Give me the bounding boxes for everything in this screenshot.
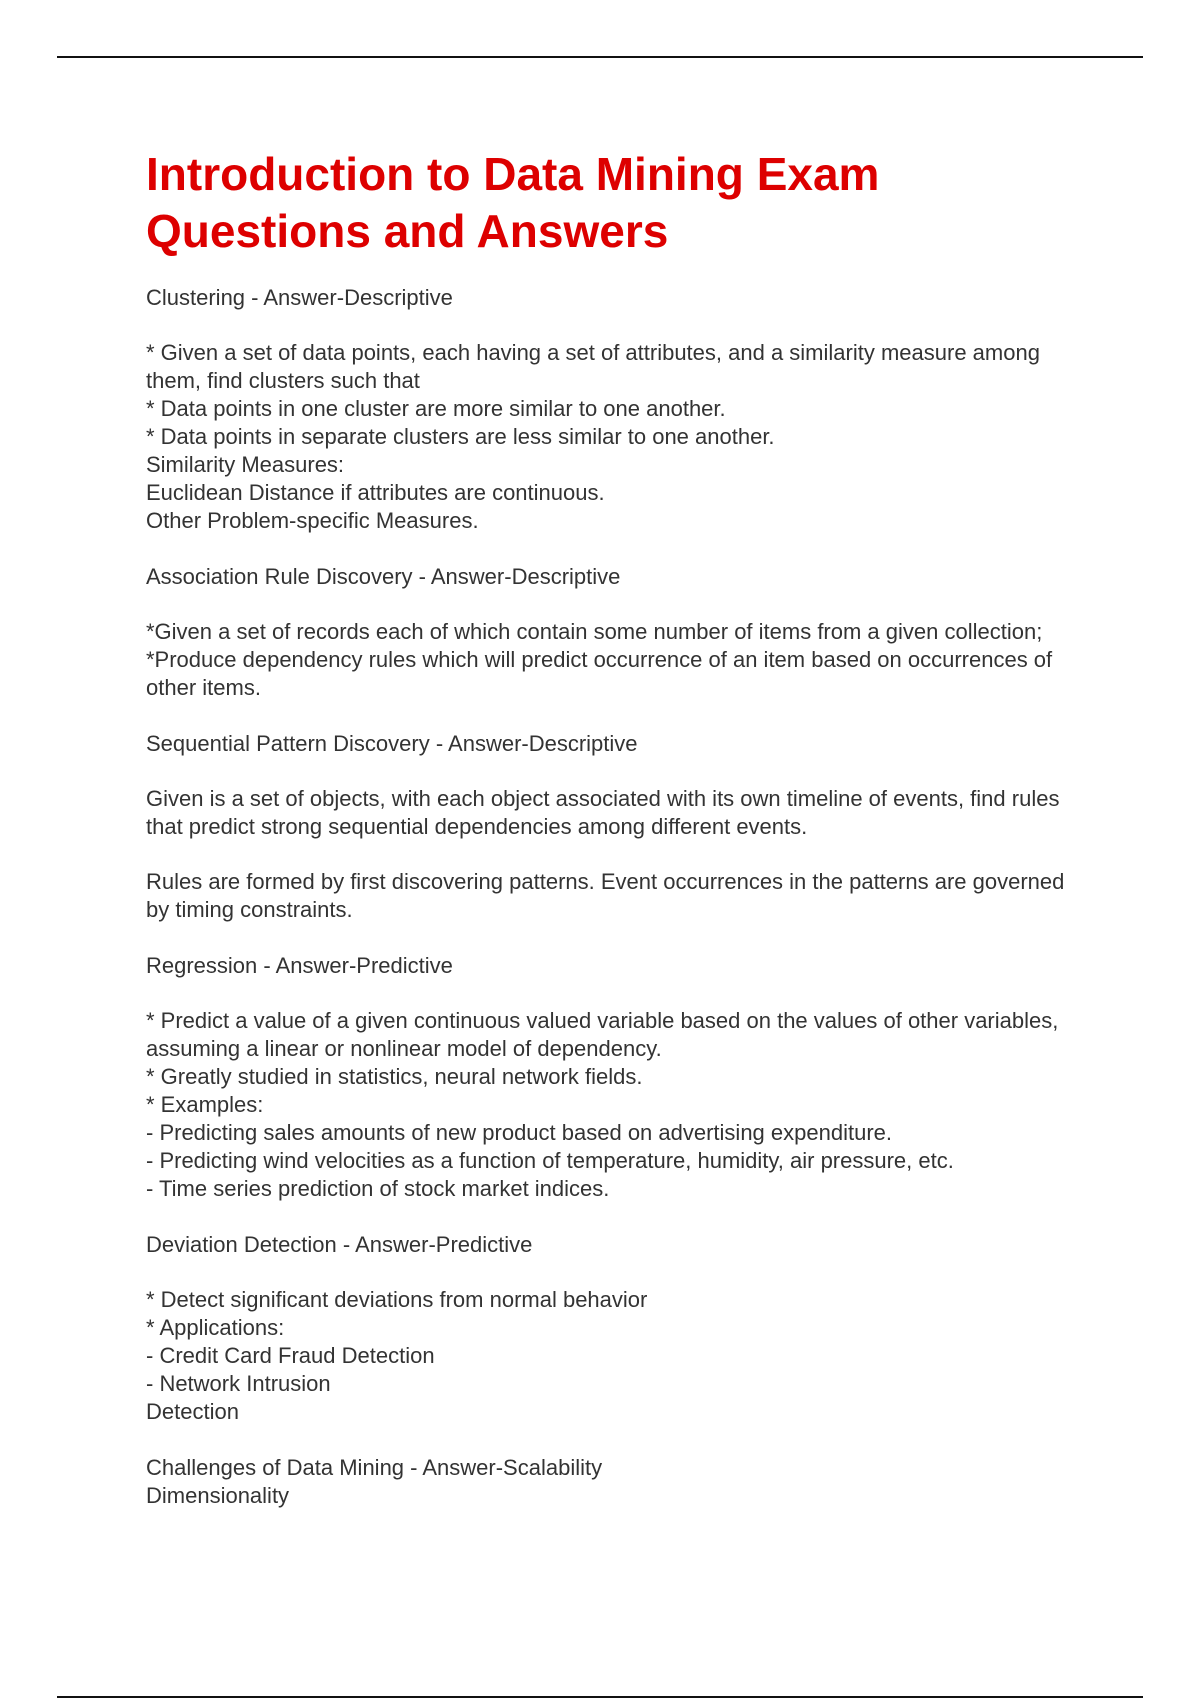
qa-item-association-rule-discovery xyxy=(146,563,1066,702)
answer-paragraph: * Predict a value of a given continuous valued variable based on the values of other variables, assuming a linear or nonlinear model of dependency. * Greatly studied in statistics, neural network fields. * Examples: - Predicting sales amounts of new product based on advertising expenditure. - Predicting wind velocities as a function of temperature, humidity, air pressure, etc. - Time series prediction of stock market indices. xyxy=(146,1008,1059,1201)
question-text: Sequential Pattern Discovery - Answer-Descriptive xyxy=(146,731,638,756)
qa-item-challenges-of-data-mining xyxy=(146,1454,1066,1510)
document-title: Introduction to Data Mining Exam Questions and Answers xyxy=(146,148,880,257)
answer-paragraph: * Given a set of data points, each having a set of attributes, and a similarity measure among them, find clusters such that * Data points in one cluster are more similar to one another. * Data points in separate clusters are less similar to one another. Similarity Measures: Euclidean Distance if attributes are continuous. Other Problem-specific Measures. xyxy=(146,340,1040,533)
answer-paragraph: Rules are formed by first discovering patterns. Event occurrences in the patterns are governed by timing constraints. xyxy=(146,869,1065,922)
qa-item-sequential-pattern-discovery xyxy=(146,730,1066,924)
question-text: Deviation Detection - Answer-Predictive xyxy=(146,1232,533,1257)
qa-item-clustering xyxy=(146,284,1066,535)
question-text: Challenges of Data Mining - Answer-Scalability Dimensionality xyxy=(146,1455,603,1508)
answer-paragraph: * Detect significant deviations from normal behavior * Applications: - Credit Card Fraud Detection - Network Intrusion Detection xyxy=(146,1287,648,1424)
question-text: Association Rule Discovery - Answer-Descriptive xyxy=(146,564,621,589)
answer-block xyxy=(146,1286,1066,1426)
question-text: Regression - Answer-Predictive xyxy=(146,953,453,978)
answer-block xyxy=(146,1007,1066,1203)
qa-item-regression xyxy=(146,952,1066,1203)
top-rule xyxy=(57,56,1143,58)
bottom-rule xyxy=(57,1696,1143,1698)
answer-block xyxy=(146,618,1066,702)
answer-paragraph: *Given a set of records each of which contain some number of items from a given collection; *Produce dependency rules which will predict occurrence of an item based on occurrences of other items. xyxy=(146,619,1053,700)
answer-block xyxy=(146,339,1066,535)
answer-block xyxy=(146,785,1066,924)
question-text: Clustering - Answer-Descriptive xyxy=(146,285,453,310)
answer-paragraph: Given is a set of objects, with each object associated with its own timeline of events, find rules that predict strong sequential dependencies among different events. xyxy=(146,786,1060,839)
document-body xyxy=(146,146,1066,1538)
qa-item-deviation-detection xyxy=(146,1231,1066,1426)
